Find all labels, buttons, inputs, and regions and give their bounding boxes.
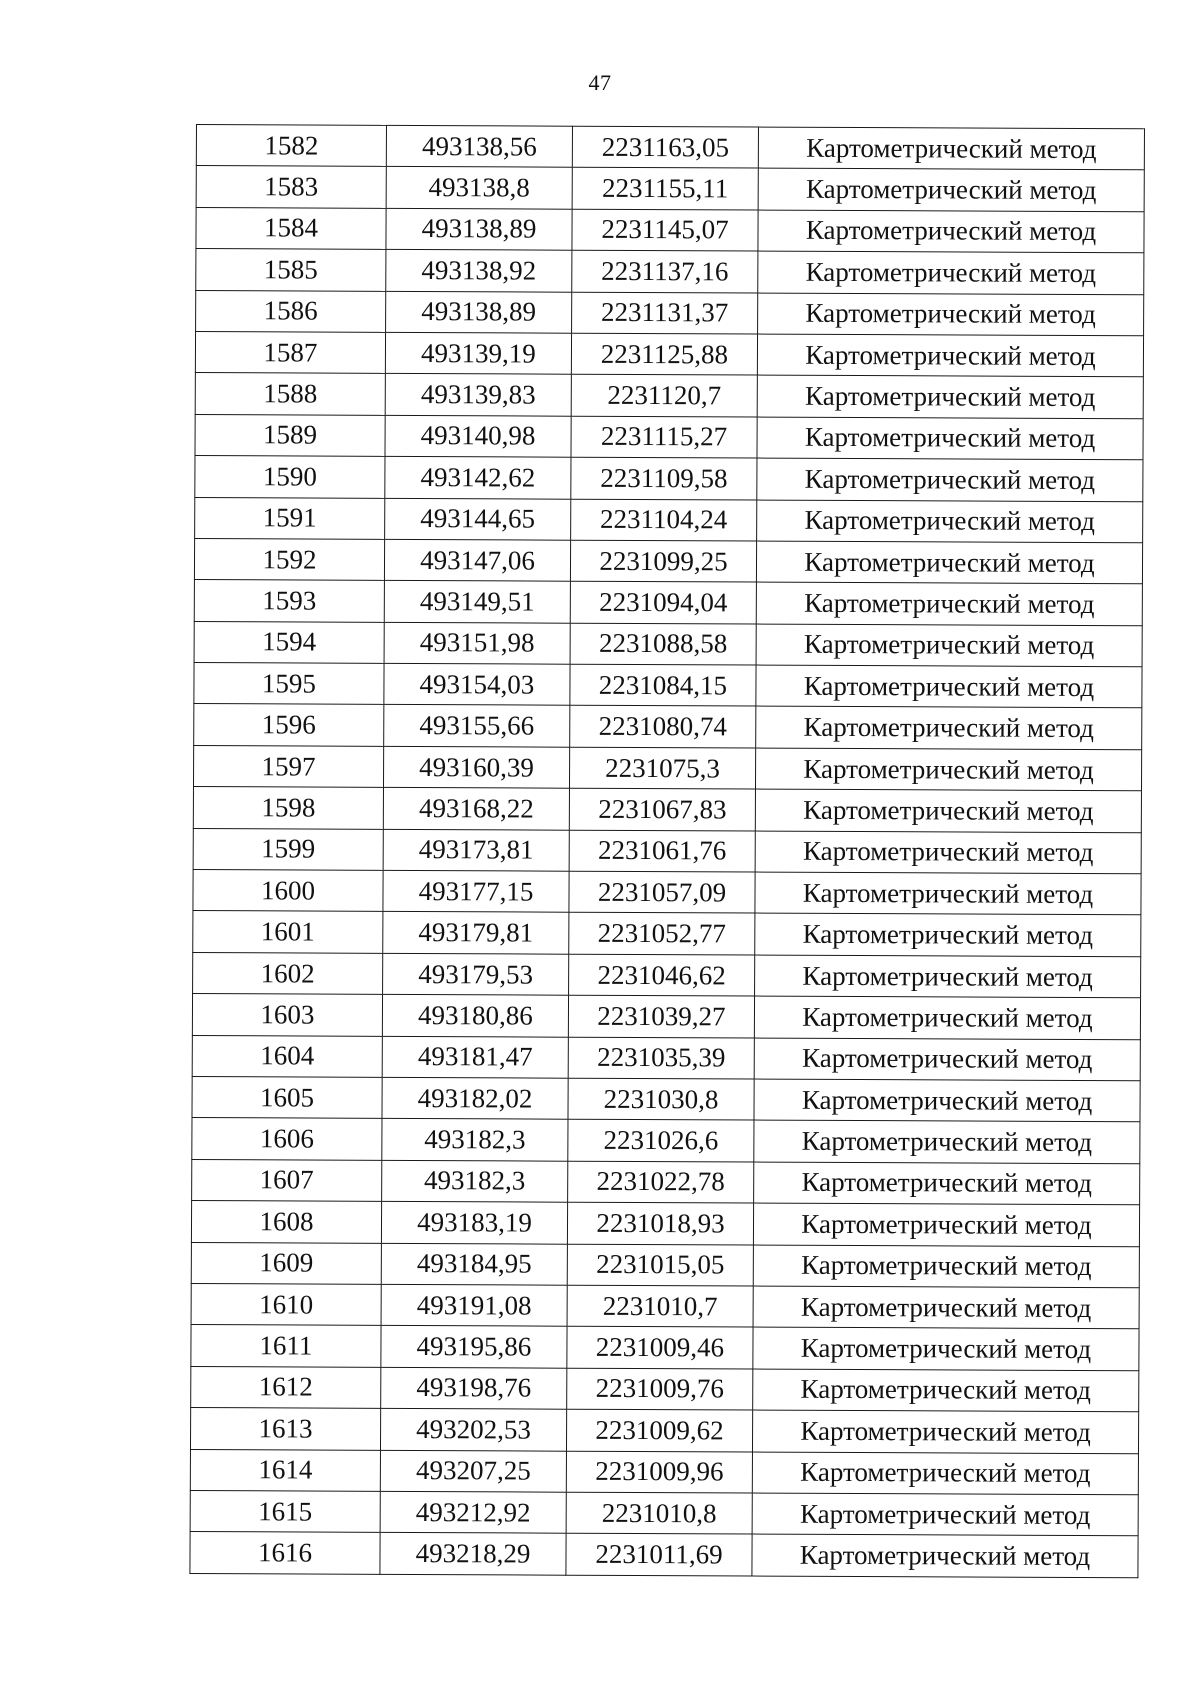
y-coordinate-cell: 2231046,62 [569, 954, 755, 996]
x-coordinate-cell: 493207,25 [380, 1450, 566, 1492]
x-coordinate-cell: 493218,29 [380, 1533, 566, 1575]
x-coordinate-cell: 493182,3 [382, 1160, 568, 1202]
point-number-cell: 1599 [193, 828, 383, 870]
table-row [196, 166, 1144, 212]
point-number-cell: 1591 [195, 497, 385, 539]
point-number-cell: 1613 [190, 1408, 380, 1450]
page-number: 47 [588, 70, 612, 95]
x-coordinate-cell: 493144,65 [385, 498, 571, 540]
y-coordinate-cell: 2231075,3 [569, 747, 755, 789]
y-coordinate-cell: 2231061,76 [569, 830, 755, 872]
point-number-cell: 1608 [191, 1201, 381, 1243]
y-coordinate-cell: 2231137,16 [572, 250, 758, 292]
method-cell: Картометрический метод [757, 458, 1143, 501]
x-coordinate-cell: 493160,39 [383, 746, 569, 788]
method-cell: Картометрический метод [756, 582, 1142, 625]
method-cell: Картометрический метод [753, 1286, 1139, 1329]
x-coordinate-cell: 493198,76 [381, 1367, 567, 1409]
table-row [193, 870, 1141, 916]
x-coordinate-cell: 493149,51 [384, 581, 570, 623]
method-cell: Картометрический метод [755, 789, 1141, 832]
x-coordinate-cell: 493179,81 [383, 912, 569, 954]
y-coordinate-cell: 2231009,62 [566, 1409, 752, 1451]
method-cell: Картометрический метод [752, 1534, 1138, 1577]
point-number-cell: 1588 [195, 373, 385, 415]
method-cell: Картометрический метод [755, 913, 1141, 956]
x-coordinate-cell: 493138,56 [386, 125, 572, 167]
table-row [196, 290, 1144, 336]
method-cell: Картометрический метод [756, 665, 1142, 708]
y-coordinate-cell: 2231099,25 [570, 540, 756, 582]
y-coordinate-cell: 2231155,11 [572, 168, 758, 210]
method-cell: Картометрический метод [756, 707, 1142, 750]
point-number-cell: 1616 [190, 1532, 380, 1574]
table-row [190, 1408, 1138, 1454]
y-coordinate-cell: 2231145,07 [572, 209, 758, 251]
method-cell: Картометрический метод [758, 251, 1144, 294]
table-row [192, 1118, 1140, 1164]
point-number-cell: 1596 [194, 704, 384, 746]
point-number-cell: 1594 [194, 621, 384, 663]
x-coordinate-cell: 493139,19 [385, 332, 571, 374]
y-coordinate-cell: 2231109,58 [571, 457, 757, 499]
x-coordinate-cell: 493140,98 [385, 415, 571, 457]
method-cell: Картометрический метод [756, 541, 1142, 584]
point-number-cell: 1605 [192, 1076, 382, 1118]
point-number-cell: 1585 [196, 249, 386, 291]
point-number-cell: 1595 [194, 663, 384, 705]
y-coordinate-cell: 2231039,27 [568, 995, 754, 1037]
coordinates-table [189, 124, 1145, 1578]
table-row [194, 621, 1142, 667]
x-coordinate-cell: 493191,08 [381, 1284, 567, 1326]
y-coordinate-cell: 2231010,8 [566, 1492, 752, 1534]
point-number-cell: 1611 [191, 1325, 381, 1367]
y-coordinate-cell: 2231120,7 [571, 375, 757, 417]
table-row [194, 704, 1142, 750]
method-cell: Картометрический метод [752, 1452, 1138, 1495]
y-coordinate-cell: 2231010,7 [567, 1285, 753, 1327]
point-number-cell: 1612 [191, 1366, 381, 1408]
method-cell: Картометрический метод [758, 210, 1144, 253]
point-number-cell: 1583 [196, 166, 386, 208]
point-number-cell: 1592 [194, 538, 384, 580]
point-number-cell: 1604 [192, 1035, 382, 1077]
point-number-cell: 1606 [192, 1118, 382, 1160]
point-number-cell: 1587 [195, 331, 385, 373]
table-row [192, 994, 1140, 1040]
point-number-cell: 1597 [193, 745, 383, 787]
method-cell: Картометрический метод [755, 831, 1141, 874]
x-coordinate-cell: 493181,47 [382, 1036, 568, 1078]
method-cell: Картометрический метод [755, 748, 1141, 791]
point-number-cell: 1615 [190, 1490, 380, 1532]
y-coordinate-cell: 2231009,76 [567, 1368, 753, 1410]
point-number-cell: 1593 [194, 580, 384, 622]
point-number-cell: 1610 [191, 1283, 381, 1325]
method-cell: Картометрический метод [755, 872, 1141, 915]
point-number-cell: 1600 [193, 870, 383, 912]
x-coordinate-cell: 493183,19 [381, 1202, 567, 1244]
x-coordinate-cell: 493138,89 [386, 291, 572, 333]
point-number-cell: 1603 [192, 994, 382, 1036]
point-number-cell: 1601 [193, 911, 383, 953]
y-coordinate-cell: 2231104,24 [571, 499, 757, 541]
method-cell: Картометрический метод [754, 1120, 1140, 1163]
method-cell: Картометрический метод [758, 293, 1144, 336]
method-cell: Картометрический метод [757, 375, 1143, 418]
table-row [193, 787, 1141, 833]
y-coordinate-cell: 2231084,15 [570, 664, 756, 706]
table-row [194, 538, 1142, 584]
method-cell: Картометрический метод [754, 1038, 1140, 1081]
point-number-cell: 1584 [196, 207, 386, 249]
method-cell: Картометрический метод [753, 1203, 1139, 1246]
table-row [193, 911, 1141, 957]
method-cell: Картометрический метод [756, 624, 1142, 667]
y-coordinate-cell: 2231018,93 [567, 1202, 753, 1244]
y-coordinate-cell: 2231125,88 [571, 333, 757, 375]
table-row [192, 1076, 1140, 1122]
y-coordinate-cell: 2231088,58 [570, 623, 756, 665]
point-number-cell: 1602 [193, 952, 383, 994]
y-coordinate-cell: 2231009,46 [567, 1327, 753, 1369]
y-coordinate-cell: 2231052,77 [569, 913, 755, 955]
x-coordinate-cell: 493177,15 [383, 870, 569, 912]
method-cell: Картометрический метод [758, 168, 1144, 211]
method-cell: Картометрический метод [753, 1327, 1139, 1370]
x-coordinate-cell: 493139,83 [385, 374, 571, 416]
x-coordinate-cell: 493138,8 [386, 167, 572, 209]
y-coordinate-cell: 2231163,05 [572, 126, 758, 168]
table-row [194, 663, 1142, 709]
y-coordinate-cell: 2231067,83 [569, 788, 755, 830]
point-number-cell: 1598 [193, 787, 383, 829]
method-cell: Картометрический метод [752, 1410, 1138, 1453]
table-row [190, 1532, 1138, 1578]
table-row [193, 745, 1141, 791]
table-row [190, 1449, 1138, 1495]
table-row [190, 1490, 1138, 1536]
y-coordinate-cell: 2231057,09 [569, 871, 755, 913]
method-cell: Картометрический метод [753, 1369, 1139, 1412]
x-coordinate-cell: 493142,62 [385, 456, 571, 498]
table-row [194, 580, 1142, 626]
table-row [191, 1366, 1139, 1412]
x-coordinate-cell: 493179,53 [383, 953, 569, 995]
y-coordinate-cell: 2231131,37 [572, 292, 758, 334]
table-row [196, 207, 1144, 253]
point-number-cell: 1589 [195, 414, 385, 456]
y-coordinate-cell: 2231030,8 [568, 1078, 754, 1120]
table-row [195, 373, 1143, 419]
x-coordinate-cell: 493184,95 [381, 1243, 567, 1285]
y-coordinate-cell: 2231011,69 [566, 1533, 752, 1575]
method-cell: Картометрический метод [754, 996, 1140, 1039]
y-coordinate-cell: 2231035,39 [568, 1037, 754, 1079]
table-row [195, 414, 1143, 460]
y-coordinate-cell: 2231080,74 [570, 706, 756, 748]
table-row [195, 331, 1143, 377]
x-coordinate-cell: 493180,86 [382, 995, 568, 1037]
x-coordinate-cell: 493151,98 [384, 622, 570, 664]
method-cell: Картометрический метод [752, 1493, 1138, 1536]
y-coordinate-cell: 2231026,6 [568, 1120, 754, 1162]
y-coordinate-cell: 2231115,27 [571, 416, 757, 458]
table-row [191, 1325, 1139, 1371]
table-row [195, 497, 1143, 543]
method-cell: Картометрический метод [758, 127, 1144, 170]
table-row [196, 125, 1144, 171]
x-coordinate-cell: 493212,92 [380, 1491, 566, 1533]
table-row [193, 952, 1141, 998]
table-row [193, 828, 1141, 874]
method-cell: Картометрический метод [757, 500, 1143, 543]
x-coordinate-cell: 493138,92 [386, 250, 572, 292]
x-coordinate-cell: 493147,06 [384, 539, 570, 581]
x-coordinate-cell: 493155,66 [384, 705, 570, 747]
x-coordinate-cell: 493138,89 [386, 208, 572, 250]
table-row [195, 456, 1143, 502]
method-cell: Картометрический метод [757, 334, 1143, 377]
x-coordinate-cell: 493154,03 [384, 663, 570, 705]
point-number-cell: 1609 [191, 1242, 381, 1284]
table-row [196, 249, 1144, 295]
table-row [192, 1035, 1140, 1081]
table-row [191, 1283, 1139, 1329]
method-cell: Картометрический метод [753, 1245, 1139, 1288]
y-coordinate-cell: 2231009,96 [566, 1451, 752, 1493]
y-coordinate-cell: 2231015,05 [567, 1244, 753, 1286]
table-row [192, 1159, 1140, 1205]
x-coordinate-cell: 493173,81 [383, 829, 569, 871]
coordinates-table-body [190, 125, 1145, 1578]
point-number-cell: 1590 [195, 456, 385, 498]
method-cell: Картометрический метод [757, 417, 1143, 460]
table-row [191, 1201, 1139, 1247]
point-number-cell: 1582 [196, 125, 386, 167]
x-coordinate-cell: 493182,02 [382, 1077, 568, 1119]
point-number-cell: 1607 [192, 1159, 382, 1201]
point-number-cell: 1614 [190, 1449, 380, 1491]
y-coordinate-cell: 2231094,04 [570, 582, 756, 624]
x-coordinate-cell: 493182,3 [382, 1119, 568, 1161]
y-coordinate-cell: 2231022,78 [568, 1161, 754, 1203]
x-coordinate-cell: 493168,22 [383, 788, 569, 830]
method-cell: Картометрический метод [754, 1162, 1140, 1205]
table-row [191, 1242, 1139, 1288]
method-cell: Картометрический метод [754, 1079, 1140, 1122]
x-coordinate-cell: 493202,53 [380, 1408, 566, 1450]
method-cell: Картометрический метод [755, 955, 1141, 998]
x-coordinate-cell: 493195,86 [381, 1326, 567, 1368]
point-number-cell: 1586 [196, 290, 386, 332]
